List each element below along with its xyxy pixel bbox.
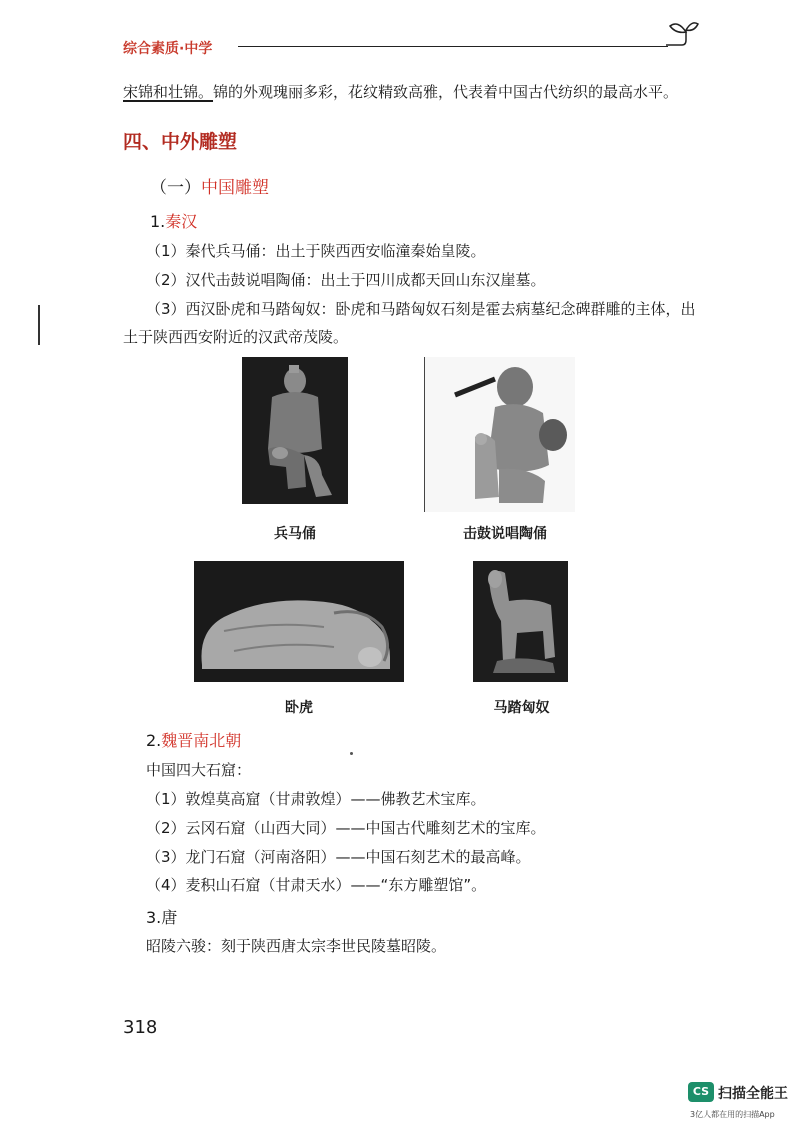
tiger-caption: 卧虎 [285,700,313,716]
qinhan-item-1: （1）秦代兵马俑：出土于陕西西安临潼秦始皇陵。 [146,242,486,260]
camscanner-watermark [688,1082,790,1126]
weijin-heading [146,731,241,751]
intro-text: 锦的外观瑰丽多彩，花纹精致高雅，代表着中国古代纺织的最高水平。 [213,83,679,101]
scan-speck [350,752,353,755]
tang-text: 昭陵六骏：刻于陕西唐太宗李世民陵墓昭陵。 [146,937,447,955]
qinhan-item-3: （3）西汉卧虎和马踏匈奴：卧虎和马踏匈奴石刻是霍去病墓纪念碑群雕的主体，出 [146,300,696,318]
horse-trampling-image [473,561,568,682]
terracotta-caption: 兵马俑 [274,526,316,542]
weijin-title: 魏晋南北朝 [161,731,242,750]
scan-margin-mark [38,305,40,345]
terracotta-warrior-image [242,357,348,504]
qinhan-heading [150,212,197,232]
weijin-item-1: （1）敦煌莫高窟（甘肃敦煌）——佛教艺术宝库。 [146,790,486,808]
weijin-item-3: （3）龙门石窟（河南洛阳）——中国石刻艺术的最高峰。 [146,848,531,866]
drummer-caption: 击鼓说唱陶俑 [463,526,547,542]
tang-heading: 3.唐 [146,908,178,927]
drummer-figurine-image [424,357,575,512]
subsection-prefix: （一） [150,178,201,198]
camscanner-badge: CS [688,1082,714,1102]
horse-caption: 马踏匈奴 [493,700,550,716]
header-title: 综合素质·中学 [123,41,213,57]
sprout-icon [664,18,700,48]
reclining-tiger-image [194,561,404,682]
subsection-heading [150,173,269,198]
header-rule [238,46,668,47]
camscanner-name: 扫描全能王 [718,1086,788,1102]
weijin-num: 2. [146,731,162,750]
subsection-title: 中国雕塑 [201,178,269,198]
weijin-intro: 中国四大石窟： [146,761,252,779]
qinhan-item-2: （2）汉代击鼓说唱陶俑：出土于四川成都天回山东汉崖墓。 [146,271,546,289]
camscanner-tagline: 3亿人都在用的扫描App [690,1110,775,1119]
qinhan-title: 秦汉 [165,212,198,231]
weijin-item-2: （2）云冈石窟（山西大同）——中国古代雕刻艺术的宝库。 [146,819,546,837]
qinhan-num: 1. [150,212,166,231]
page-number: 318 [123,1017,158,1038]
qinhan-item-3-cont: 土于陕西西安附近的汉武帝茂陵。 [123,328,349,346]
weijin-item-4: （4）麦积山石窟（甘肃天水）——“东方雕塑馆”。 [146,876,487,894]
intro-paragraph [123,82,678,102]
intro-underlined: 宋锦和壮锦。 [123,83,214,101]
section-title: 四、中外雕塑 [123,131,238,153]
